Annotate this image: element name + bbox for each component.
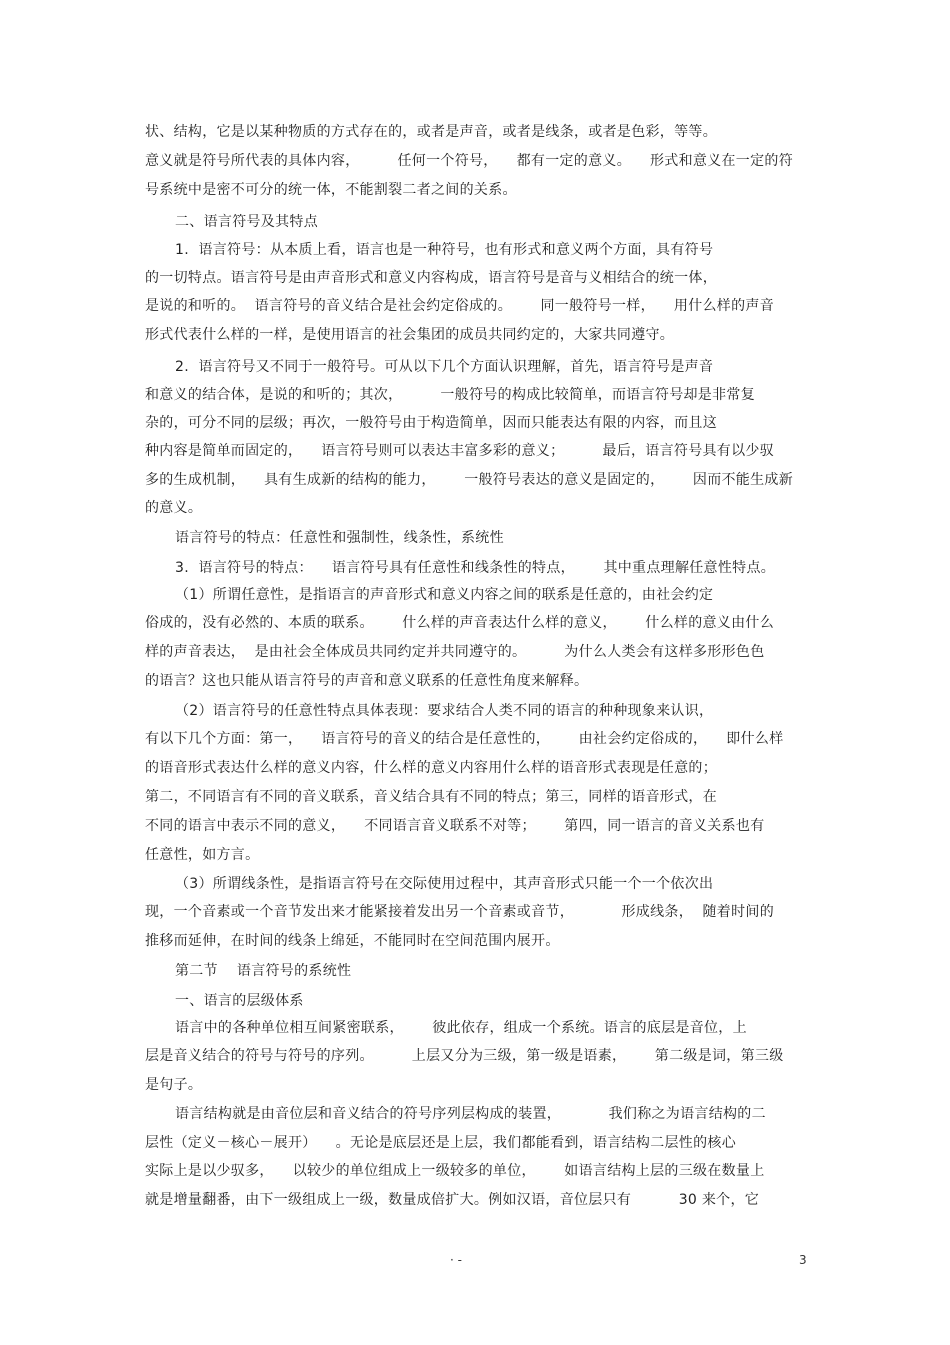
text-line: 现，一个音素或一个音节发出来才能紧接着发出另一个音素或音节， 形成线条， 随着时间的 — [145, 904, 774, 920]
section-heading: 二、语言符号及其特点 — [175, 214, 318, 230]
text-line: 是说的和听的。 语言符号的音义结合是社会约定俗成的。 同一般符号一样， 用什么样的声音 — [145, 298, 774, 314]
text-line: 号系统中是密不可分的统一体，不能割裂二者之间的关系。 — [145, 182, 517, 198]
footer-mark: · - — [450, 1253, 462, 1267]
text-line: 推移而延伸，在时间的线条上绵延，不能同时在空间范围内展开。 — [145, 933, 560, 949]
text-line: 层性（定义－核心－展开） 。无论是底层还是上层，我们都能看到，语言结构二层性的核心 — [145, 1135, 736, 1151]
text-line: 的意义。 — [145, 500, 203, 516]
text-line: 和意义的结合体，是说的和听的；其次， 一般符号的构成比较简单，而语言符号却是非常复 — [145, 387, 755, 403]
text-line: 意义就是符号所代表的具体内容， 任何一个符号， 都有一定的意义。 形式和意义在一定的符 — [145, 153, 793, 169]
text-line: （3）所谓线条性，是指语言符号在交际使用过程中，其声音形式只能一个一个依次出 — [175, 876, 714, 892]
text-line: 的语言？这也只能从语言符号的声音和意义联系的任意性角度来解释。 — [145, 673, 589, 689]
section-heading: 一、语言的层级体系 — [175, 993, 304, 1009]
text-line: 2. 语言符号又不同于一般符号。可从以下几个方面认识理解，首先，语言符号是声音 — [175, 359, 714, 375]
page-number: 3 — [799, 1253, 807, 1267]
text-line: 样的声音表达， 是由社会全体成员共同约定并共同遵守的。 为什么人类会有这样多形形色色 — [145, 644, 765, 660]
text-line: 俗成的，没有必然的、本质的联系。 什么样的声音表达什么样的意义， 什么样的意义由什么 — [145, 615, 774, 631]
text-line: （1）所谓任意性，是指语言的声音形式和意义内容之间的联系是任意的，由社会约定 — [175, 587, 714, 603]
text-line: 形式代表什么样的一样，是使用语言的社会集团的成员共同约定的，大家共同遵守。 — [145, 327, 675, 343]
text-line: 的语音形式表达什么样的意义内容，什么样的意义内容用什么样的语音形式表现是任意的； — [145, 760, 717, 776]
section-heading: 第二节 语言符号的系统性 — [175, 963, 352, 979]
text-line: 多的生成机制， 具有生成新的结构的能力， 一般符号表达的意义是固定的， 因而不能生成新 — [145, 472, 793, 488]
text-line: 有以下几个方面：第一， 语言符号的音义的结合是任意性的， 由社会约定俗成的， 即什么样 — [145, 731, 784, 747]
text-line: 是句子。 — [145, 1077, 203, 1093]
text-line: 任意性，如方言。 — [145, 847, 260, 863]
text-line: 种内容是简单而固定的， 语言符号则可以表达丰富多彩的意义； 最后，语言符号具有以少驭 — [145, 443, 774, 459]
text-line: 语言符号的特点：任意性和强制性，线条性，系统性 — [175, 530, 504, 546]
text-line: 实际上是以少驭多， 以较少的单位组成上一级较多的单位， 如语言结构上层的三级在数量上 — [145, 1163, 765, 1179]
text-line: 杂的，可分不同的层级；再次，一般符号由于构造简单，因而只能表达有限的内容，而且这 — [145, 415, 717, 431]
text-line: 语言结构就是由音位层和音义结合的符号序列层构成的装置， 我们称之为语言结构的二 — [175, 1106, 766, 1122]
text-line: 不同的语言中表示不同的意义， 不同语言音义联系不对等； 第四，同一语言的音义关系也有 — [145, 818, 765, 834]
text-line: 第二，不同语言有不同的音义联系，音义结合具有不同的特点；第三，同样的语音形式，在 — [145, 789, 717, 805]
text-line: 1. 语言符号：从本质上看，语言也是一种符号，也有形式和意义两个方面，具有符号 — [175, 242, 714, 258]
text-line: 的一切特点。语言符号是由声音形式和意义内容构成，语言符号是音与义相结合的统一体， — [145, 270, 717, 286]
text-line: 语言中的各种单位相互间紧密联系， 彼此依存，组成一个系统。语言的底层是音位，上 — [175, 1020, 747, 1036]
text-line: 状、结构，它是以某种物质的方式存在的，或者是声音，或者是线条，或者是色彩，等等。 — [145, 124, 717, 140]
text-line: 就是增量翻番，由下一级组成上一级，数量成倍扩大。例如汉语，音位层只有 30 来个，它 — [145, 1192, 760, 1208]
text-line: （2）语言符号的任意性特点具体表现：要求结合人类不同的语言的种种现象来认识， — [175, 703, 714, 719]
text-line: 3. 语言符号的特点： 语言符号具有任意性和线条性的特点， 其中重点理解任意性特点。 — [175, 560, 776, 576]
text-line: 层是音义结合的符号与符号的序列。 上层又分为三级，第一级是语素， 第二级是词，第三级 — [145, 1048, 784, 1064]
